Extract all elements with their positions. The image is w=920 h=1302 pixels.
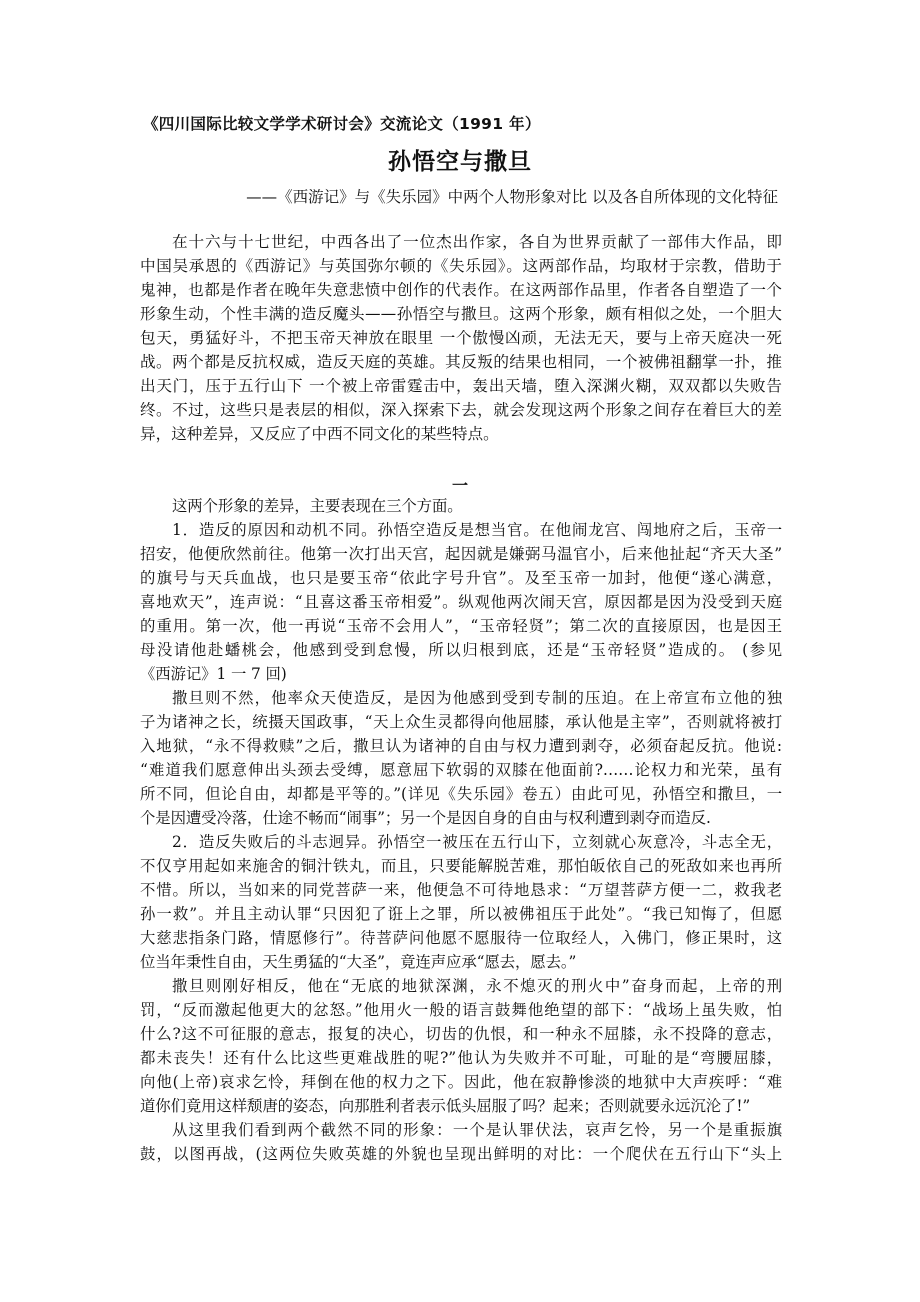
text-line: 2．造反失败后的斗志迥异。孙悟空一被压在五行山下，立刻就心灰意冷，斗志全无， <box>172 833 782 851</box>
text-line: 大慈悲指条门路，情愿修行”。待菩萨问他愿不愿服待一位取经人，入佛门，修正果时，这 <box>140 929 782 947</box>
text-line: 不仅亨用起如来施舍的铜汁铁丸，而且，只要能解脱苦难，那怕皈依自己的死敌如来也再所 <box>140 857 782 875</box>
conference-label: 《四川国际比较文学学术研讨会》交流论文（1991 年） <box>143 115 541 133</box>
text-line: 包天，勇猛好斗，不把玉帝天神放在眼里 一个傲慢凶顽，无法无天，要与上帝天庭决一死 <box>140 329 782 347</box>
text-line: 1．造反的原因和动机不同。孙悟空造反是想当官。在他闹龙宫、闯地府之后，玉帝一 <box>172 521 782 539</box>
text-line: 鬼神，也都是作者在晚年失意悲愤中创作的代表作。在这两部作品里，作者各自塑造了一个 <box>140 281 782 299</box>
text-line: 异，这种差异，又反应了中西不同文化的某些特点。 <box>140 425 499 443</box>
text-line: 所不同，但论自由，却都是平等的。”(详见《失乐园》卷五）由此可见，孙悟空和撒旦，一 <box>140 785 782 803</box>
text-line: 《西游记》1 一 7 回) <box>140 665 287 683</box>
text-line: 从这里我们看到两个截然不同的形象：一个是认罪伏法，哀声乞怜，另一个是重振旗 <box>172 1121 782 1139</box>
text-line: 招安，他便欣然前往。他第一次打出天宫，起因就是嫌弼马温官小，后来他扯起“齐天大圣” <box>140 545 782 563</box>
text-line: 喜地欢天”，连声说：“且喜这番玉帝相爱”。纵观他两次闹天宫，原因都是因为没受到天庭 <box>140 593 782 611</box>
text-line: 向他(上帝)哀求乞怜，拜倒在他的权力之下。因此，他在寂静惨淡的地狱中大声疾呼：“难 <box>140 1073 782 1091</box>
text-line: 撒旦则不然，他率众天使造反，是因为他感到受到专制的压迫。在上帝宣布立他的独 <box>172 689 782 707</box>
text-line: 在十六与十七世纪，中西各出了一位杰出作家，各自为世界贡献了一部伟大作品，即 <box>172 233 782 251</box>
text-line: 中国吴承恩的《西游记》与英国弥尔顿的《失乐园》。这两部作品，均取材于宗教，借助于 <box>140 257 782 275</box>
text-line: 什么?这不可征服的意志，报复的决心，切齿的仇恨，和一种永不屈膝，永不投降的意志， <box>140 1025 782 1043</box>
text-line: 子为诸神之长，统摄天国政事，“天上众生灵都得向他屈膝，承认他是主宰”，否则就将被打 <box>140 713 782 731</box>
text-line: 撒旦则刚好相反，他在“无底的地狱深渊，永不熄灭的刑火中”奋身而起，上帝的刑 <box>172 977 782 995</box>
text-line: 终。不过，这些只是表层的相似，深入探索下去，就会发现这两个形象之间存在着巨大的差 <box>140 401 782 419</box>
text-line: 鼓，以图再战，(这两位失败英雄的外貌也呈现出鲜明的对比：一个爬伏在五行山下“头上 <box>140 1145 782 1163</box>
text-line: “难道我们愿意伸出头颈去受缚，愿意屈下软弱的双膝在他面前?……论权力和光荣，虽有 <box>140 761 782 779</box>
text-line: 战。两个都是反抗权威，造反天庭的英雄。其反叛的结果也相同，一个被佛祖翻掌一扑，推 <box>140 353 782 371</box>
intro-paragraph <box>140 230 782 446</box>
text-line: 出天门，压于五行山下 一个被上帝雷霆击中，轰出天墙，堕入深渊火糊，双双都以失败告 <box>140 377 782 395</box>
text-line: 的旗号与天兵血战，也只是要玉帝“依此字号升官”。及至玉帝一加封，他便“遂心满意， <box>140 569 782 587</box>
section-body <box>140 494 782 1166</box>
text-line: 母没请他赴蟠桃会，他感到受到怠慢，所以归根到底，还是“玉帝轻贤”造成的。 (参见 <box>140 641 782 659</box>
text-line: 罚，“反而激起他更大的忿怒。”他用火一般的语言鼓舞他绝望的部下：“战场上虽失败，怕 <box>140 1001 782 1019</box>
text-line: 不惜。所以，当如来的同党菩萨一来，他便急不可待地恳求：“万望菩萨方便一二，救我老 <box>140 881 782 899</box>
paper-subtitle: ——《西游记》与《失乐园》中两个人物形象对比 以及各自所体现的文化特征 <box>246 188 778 206</box>
text-line: 位当年秉性自由，天生勇猛的“大圣”，竟连声应承“愿去，愿去。” <box>140 953 577 971</box>
text-line: 个是因遭受冷落，仕途不畅而“闹事”；另一个是因自身的自由与权利遭到剥夺而造反. <box>140 809 711 827</box>
text-line: 的重用。第一次，他一再说“玉帝不会用人”，“玉帝轻贤”；第二次的直接原因，也是因王 <box>140 617 782 635</box>
text-line: 形象生动，个性丰满的造反魔头——孙悟空与撒旦。这两个形象，颇有相似之处，一个胆大 <box>140 305 782 323</box>
text-line: 道你们竟用这样颓唐的姿态，向那胜利者表示低头屈服了吗？起来；否则就要永远沉沦了!” <box>140 1097 751 1115</box>
section-heading: 一 <box>451 476 468 495</box>
paper-title: 孙悟空与撒旦 <box>388 149 532 175</box>
text-line: 入地狱，“永不得救赎”之后，撒旦认为诸神的自由与权力遭到剥夺，必须奋起反抗。他说: <box>140 737 782 755</box>
text-line: 这两个形象的差异，主要表现在三个方面。 <box>172 497 463 515</box>
text-line: 孙一救”。并且主动认罪“只因犯了诳上之罪，所以被佛祖压于此处”。“我已知悔了，但愿 <box>140 905 782 923</box>
text-line: 都未丧失！还有什么比这些更难战胜的呢?”他认为失败并不可耻，可耻的是“弯腰屈膝， <box>140 1049 782 1067</box>
